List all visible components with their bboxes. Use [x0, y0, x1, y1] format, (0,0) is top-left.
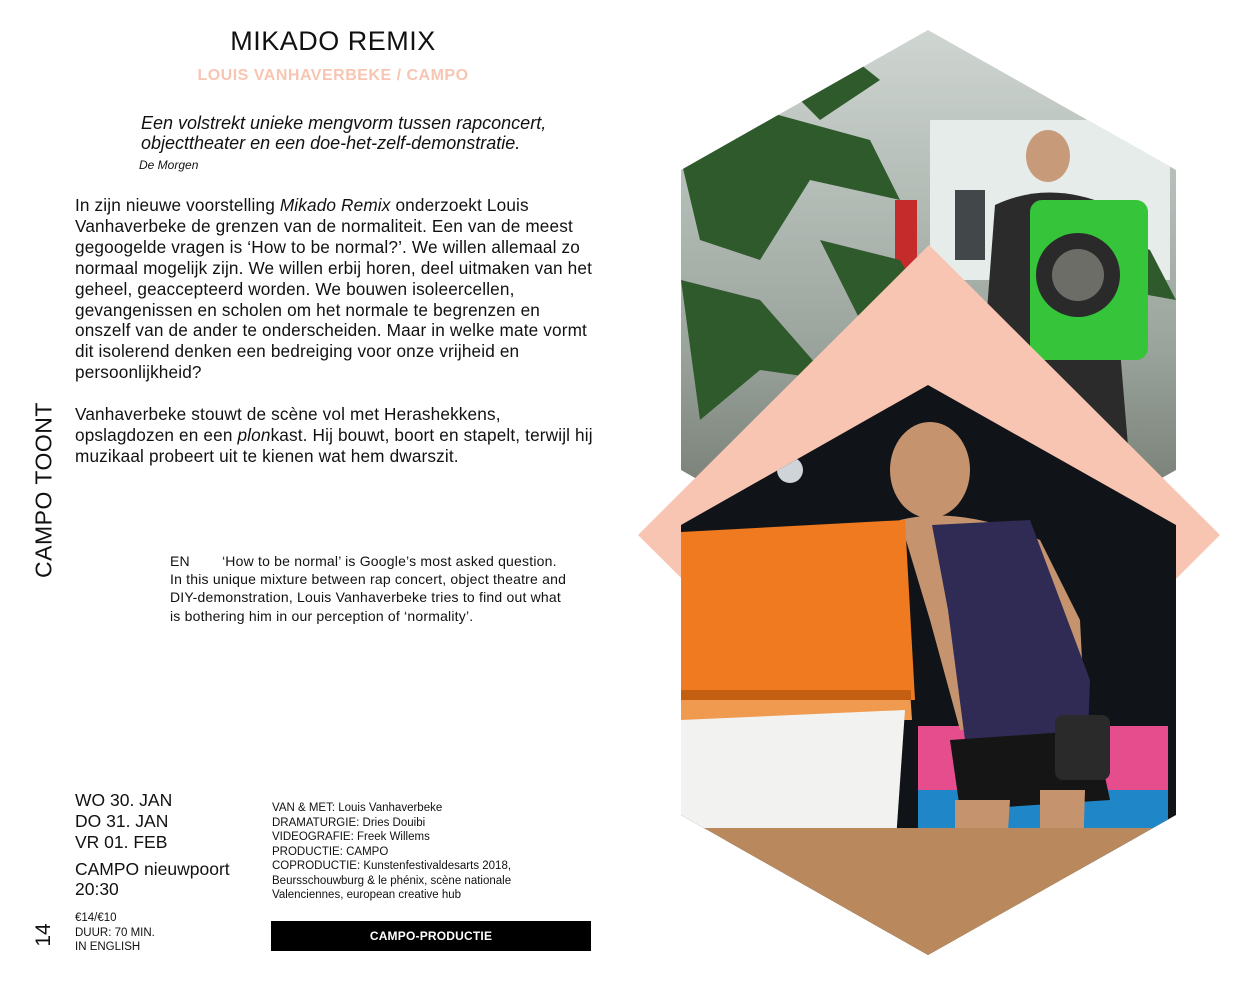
press-quote [141, 113, 591, 153]
body-text-span: In zijn nieuwe voorstelling [75, 195, 280, 215]
body-italic: plon [237, 425, 271, 446]
production-badge: CAMPO-PRODUCTIE [271, 921, 591, 951]
body-text-span: Vanhaverbeke stouwt de scène vol met Herashekkens, opslagdozen en een [75, 404, 501, 446]
show-title-italic: Mikado Remix [279, 195, 391, 215]
page-number: 14 [32, 923, 55, 947]
body-paragraph [75, 404, 595, 467]
english-text: ‘How to be normal’ is Google’s most asked question. In this unique mixture between rap concert, object theatre and DIY-demonstration, Louis Vanhaverbeke tries to find out what is bothering him in our perception of ‘normality’. [170, 553, 567, 624]
date-item: DO 31. JAN [75, 811, 169, 831]
english-summary [170, 552, 570, 625]
credit-line: Beursschouwburg & le phénix, scène nationale [272, 874, 512, 887]
page-title: MIKADO REMIX [230, 26, 436, 56]
page-subtitle: LOUIS VANHAVERBEKE / CAMPO [197, 67, 469, 84]
credit-line: COPRODUCTIE: Kunstenfestivaldesarts 2018, [272, 860, 512, 872]
credits-list [272, 801, 602, 903]
press-quote-line: Een volstrekt unieke mengvorm tussen rapconcert, [141, 113, 547, 133]
body-text-span: kast. Hij bouwt, boort en stapelt, terwijl hij muzikaal probeert uit te kienen wat hem dwarszit. [75, 425, 593, 466]
show-time: 20:30 [75, 879, 119, 899]
date-item: VR 01. FEB [75, 832, 168, 852]
hexagon-photo-collage [638, 0, 1240, 1004]
venue-info [75, 859, 230, 899]
practical-info [75, 911, 155, 955]
body-text-span: onderzoekt Louis Vanhaverbeke de grenzen van de normaliteit. Een van de meest gegoogelde vragen is ‘How to be normal?’. We willen allemaal zo normaal mogelijk zijn. We willen erbij horen, deel uitmaken van het geheel, geaccepteerd worden. We bouwen isoleercellen, gevangenissen en scholen om het normale te begrenzen en onszelf van de ander te onderscheiden. Maar in welke mate vormt dit isolerend denken een bedreiging voor onze vrijheid en persoonlijkheid? [75, 195, 593, 383]
venue-name: CAMPO nieuwpoort [75, 859, 230, 879]
duration: DUUR: 70 MIN. [75, 926, 155, 939]
credit-line: VIDEOGRAFIE: Freek Willems [272, 831, 430, 843]
article-body [75, 195, 595, 488]
language-note: IN ENGLISH [75, 941, 141, 953]
press-quote-source: De Morgen [139, 158, 199, 172]
credit-line: Valenciennes, european creative hub [272, 889, 462, 901]
date-list [75, 790, 172, 853]
section-label: CAMPO TOONT [30, 402, 57, 578]
language-tag: EN [170, 553, 190, 569]
ticket-price: €14/€10 [75, 912, 117, 924]
credit-line: PRODUCTIE: CAMPO [272, 845, 389, 858]
credit-line: DRAMATURGIE: Dries Douibi [272, 816, 426, 829]
storage-crates [681, 520, 915, 840]
date-item: WO 30. JAN [75, 790, 173, 810]
credit-line: VAN & MET: Louis Vanhaverbeke [272, 802, 443, 814]
body-paragraph [75, 195, 595, 383]
press-quote-line: objecttheater en een doe-het-zelf-demonstratie. [141, 133, 521, 153]
